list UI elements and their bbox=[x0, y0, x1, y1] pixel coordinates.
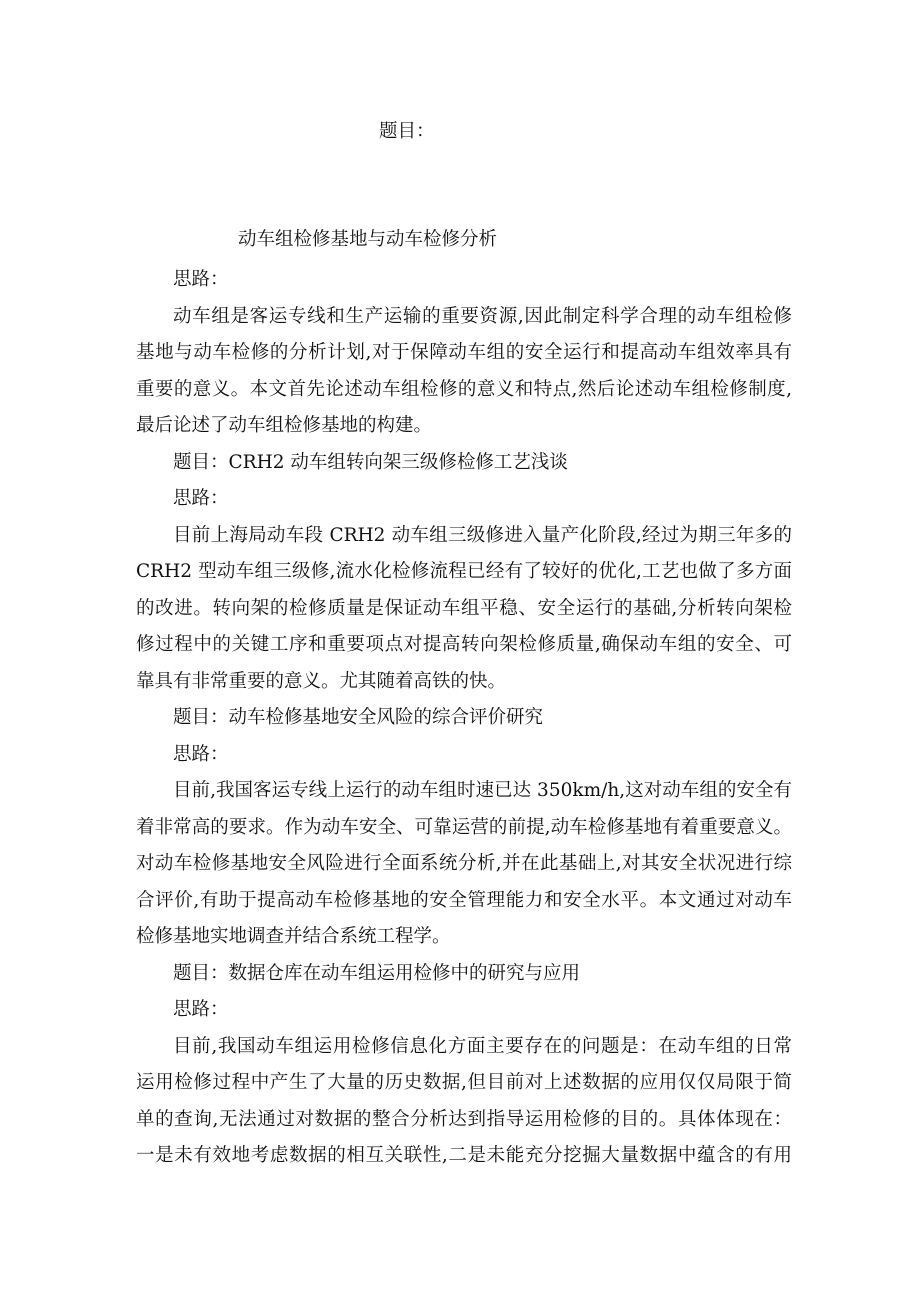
section-4-title: 题目：数据仓库在动车组运用检修中的研究与应用 bbox=[173, 962, 581, 984]
paragraph-line: 着非常高的要求。作为动车安全、可靠运营的前提,动车检修基地有着重要意义。 bbox=[136, 816, 792, 838]
section-3 bbox=[136, 700, 792, 956]
paragraph-line: 最后论述了动车组检修基地的构建。 bbox=[136, 415, 433, 436]
paragraph-line: 单的查询,无法通过对数据的整合分析达到指导运用检修的目的。具体体现在： bbox=[136, 1108, 792, 1130]
paragraph-line: CRH2 型动车组三级修,流水化检修流程已经有了较好的优化,工艺也做了多方面 bbox=[136, 561, 792, 582]
section-1-label: 思路： bbox=[173, 269, 229, 290]
paragraph-line: 检修基地实地调查并结合系统工程学。 bbox=[136, 926, 451, 947]
section-1 bbox=[136, 262, 792, 445]
paragraph-line: 对动车检修基地安全风险进行全面系统分析,并在此基础上,对其安全状况进行综 bbox=[136, 853, 792, 874]
paragraph-line: 基地与动车检修的分析计划,对于保障动车组的安全运行和提高动车组效率具有 bbox=[136, 342, 792, 363]
section-2-label: 思路： bbox=[173, 488, 229, 509]
section-2 bbox=[136, 445, 792, 701]
paragraph-line: 的改进。转向架的检修质量是保证动车组平稳、安全运行的基础,分析转向架检 bbox=[136, 597, 792, 619]
paragraph-line: 动车组是客运专线和生产运输的重要资源,因此制定科学合理的动车组检修 bbox=[173, 305, 792, 327]
paragraph-line: 合评价,有助于提高动车检修基地的安全管理能力和安全水平。本文通过对动车 bbox=[136, 889, 792, 911]
paragraph-line: 一是未有效地考虑数据的相互关联性,二是未能充分挖掘大量数据中蕴含的有用 bbox=[136, 1145, 792, 1166]
paragraph-line: 目前上海局动车段 CRH2 动车组三级修进入量产化阶段,经过为期三年多的 bbox=[173, 524, 792, 546]
document-body bbox=[136, 262, 792, 1175]
paragraph-line: 修过程中的关键工序和重要项点对提高转向架检修质量,确保动车组的安全、可 bbox=[136, 634, 792, 655]
top-heading: 题目： bbox=[379, 121, 435, 142]
paragraph-line: 目前,我国动车组运用检修信息化方面主要存在的问题是：在动车组的日常 bbox=[173, 1035, 792, 1057]
section-4 bbox=[136, 956, 792, 1175]
paragraph-line: 靠具有非常重要的意义。尤其随着高铁的快。 bbox=[136, 670, 507, 692]
section-3-label: 思路： bbox=[173, 743, 229, 765]
document-title: 动车组检修基地与动车检修分析 bbox=[238, 229, 498, 250]
paragraph-line: 重要的意义。本文首先论述动车组检修的意义和特点,然后论述动车组检修制度, bbox=[136, 378, 792, 400]
paragraph-line: 运用检修过程中产生了大量的历史数据,但目前对上述数据的应用仅仅局限于简 bbox=[136, 1072, 792, 1093]
section-3-title: 题目：动车检修基地安全风险的综合评价研究 bbox=[173, 707, 544, 728]
paragraph-line: 目前,我国客运专线上运行的动车组时速已达 350km/h,这对动车组的安全有 bbox=[173, 780, 792, 801]
section-2-title: 题目：CRH2 动车组转向架三级修检修工艺浅谈 bbox=[173, 451, 568, 473]
section-4-label: 思路： bbox=[173, 999, 229, 1020]
